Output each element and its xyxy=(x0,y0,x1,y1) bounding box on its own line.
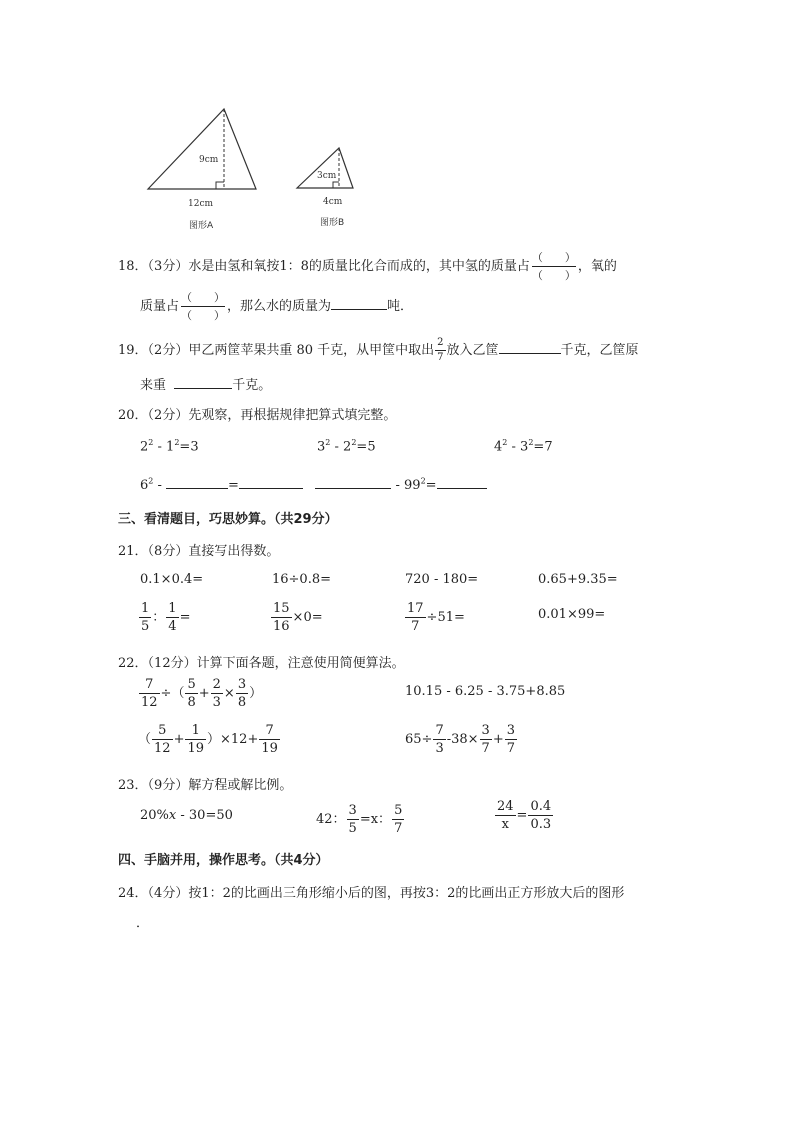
q21-score: （8分） xyxy=(147,544,189,559)
q19-text1: 甲乙两筐苹果共重 80 千克，从甲筐中取出 xyxy=(188,343,435,358)
q21-item-7: $\frac{17}{7}$ ÷51= xyxy=(407,601,465,634)
q21-line xyxy=(118,540,279,559)
q19-blank-2[interactable] xyxy=(174,374,232,389)
q21-item-4: 0.65+9.35= xyxy=(538,572,618,587)
triangle-a-height-label: 9cm xyxy=(199,155,219,165)
q21-item-5: $\frac{1}{5}$ ： $\frac{1}{4}$ = xyxy=(141,601,191,634)
q20-fill-line: $6^2$ - = - $99^2=$ xyxy=(140,474,487,493)
triangle-b xyxy=(297,148,353,188)
q22-line xyxy=(118,652,405,671)
q19-text5: 千克。 xyxy=(232,378,272,393)
q18-blank-weight[interactable] xyxy=(331,295,387,310)
q19-score: （2分） xyxy=(147,343,189,358)
q19-blank-1[interactable] xyxy=(499,339,561,354)
q20-example-2: $3^2 - 2^2=5$ xyxy=(317,438,376,455)
q24-line xyxy=(118,882,624,901)
q18-score: （3分） xyxy=(147,259,189,274)
q23-score: （9分） xyxy=(147,778,189,793)
triangle-a xyxy=(148,109,256,189)
figures-panel xyxy=(140,105,370,235)
q20-text: 先观察，再根据规律把算式填完整。 xyxy=(188,408,397,423)
q24-text: 按1：2的比画出三角形缩小后的图，再按3：2的比画出正方形放大后的图形 xyxy=(188,886,625,901)
q18-text3: 质量占 xyxy=(140,299,180,314)
q22-expr-4: 65÷ $\frac{7}{3}$ -38× $\frac{3}{7}$ + $\frac{3}{7}$ xyxy=(405,723,516,756)
q23-number: 23． xyxy=(118,778,148,793)
q21-item-3: 720 - 180= xyxy=(405,572,479,587)
q19-text2: 放入乙筐 xyxy=(446,343,499,358)
triangle-a-right-angle xyxy=(216,182,224,189)
q20-blank-1[interactable] xyxy=(166,474,228,489)
q18-text2: ，氧的 xyxy=(577,259,617,274)
q20-blank-2[interactable] xyxy=(239,474,303,489)
triangle-b-right-angle xyxy=(333,182,339,188)
q20-example-1: $2^2 - 1^2=3$ xyxy=(140,438,199,455)
q20-score: （2分） xyxy=(147,408,189,423)
q19-text3: 千克，乙筐原 xyxy=(560,343,639,358)
triangle-b-base-label: 4cm xyxy=(323,197,343,207)
q18-line2 xyxy=(140,292,413,321)
q18-answer-fraction-2[interactable]: $\frac{( )}{( )}$ xyxy=(181,291,226,322)
q24-number: 24． xyxy=(118,886,148,901)
q20-example-3: $4^2 - 3^2=7$ xyxy=(494,438,553,455)
q18-text1: 水是由氢和氧按1：8的质量比化合而成的，其中氢的质量占 xyxy=(188,259,530,274)
q21-item-6: $\frac{15}{16}$ ×0= xyxy=(273,601,323,634)
q20-line1 xyxy=(118,404,396,423)
triangle-b-height-label: 3cm xyxy=(317,171,337,181)
q18-unit: 吨． xyxy=(387,299,414,314)
triangle-b-caption: 图形B xyxy=(320,218,345,228)
triangle-a-caption: 图形A xyxy=(189,221,214,231)
q22-number: 22． xyxy=(118,656,148,671)
q19-line2 xyxy=(140,374,271,393)
q18-text4: ，那么水的质量为 xyxy=(227,299,332,314)
q21-item-8: 0.01×99= xyxy=(538,607,606,622)
q19-line1 xyxy=(118,338,639,363)
q20-blank-3[interactable] xyxy=(315,474,391,489)
q22-score: （12分） xyxy=(147,656,197,671)
q19-number: 19． xyxy=(118,343,148,358)
q18-number: 18． xyxy=(118,259,148,274)
triangle-a-base-label: 12cm xyxy=(188,199,214,209)
q22-expr-2: 10.15 - 6.25 - 3.75+8.85 xyxy=(405,684,566,699)
q21-item-1: 0.1×0.4= xyxy=(140,572,204,587)
q20-blank-4[interactable] xyxy=(437,474,487,489)
q18-answer-fraction-1[interactable]: $\frac{( )}{( )}$ xyxy=(531,251,576,282)
q22-text: 计算下面各题，注意使用简便算法。 xyxy=(196,656,405,671)
q18-line1 xyxy=(118,252,617,281)
section4-title: 四、手脑并用，操作思考。（共4分） xyxy=(118,853,329,868)
q24-tail: ． xyxy=(136,916,150,931)
q21-number: 21． xyxy=(118,544,148,559)
q23-equation-2: 42： $\frac{3}{5}$ =x： $\frac{5}{7}$ xyxy=(316,803,403,836)
q19-fraction: $\frac{2}{7}$ xyxy=(437,337,444,363)
q19-text4: 来重 xyxy=(140,378,167,393)
section3-title: 三、看清题目，巧思妙算。（共29分） xyxy=(118,512,338,527)
q22-expr-1: $\frac{7}{12}$ ÷（ $\frac{5}{8}$ + $\frac{2}{3}$ × $\frac{3}{8}$ ） xyxy=(141,677,263,710)
q21-text: 直接写出得数。 xyxy=(188,544,280,559)
q20-number: 20． xyxy=(118,408,148,423)
q24-score: （4分） xyxy=(147,886,189,901)
q23-text: 解方程或解比例。 xyxy=(188,778,293,793)
q21-item-2: 16÷0.8= xyxy=(272,572,332,587)
q23-equation-3: $\frac{24}{x}$ = $\frac{0.4}{0.3}$ xyxy=(497,799,552,832)
q23-line xyxy=(118,774,292,793)
q23-equation-1: 20%x - 30=50 xyxy=(140,808,233,823)
q22-expr-3: （ $\frac{5}{12}$ + $\frac{1}{19}$ ）×12+ $\frac{7}{19}$ xyxy=(138,723,278,756)
